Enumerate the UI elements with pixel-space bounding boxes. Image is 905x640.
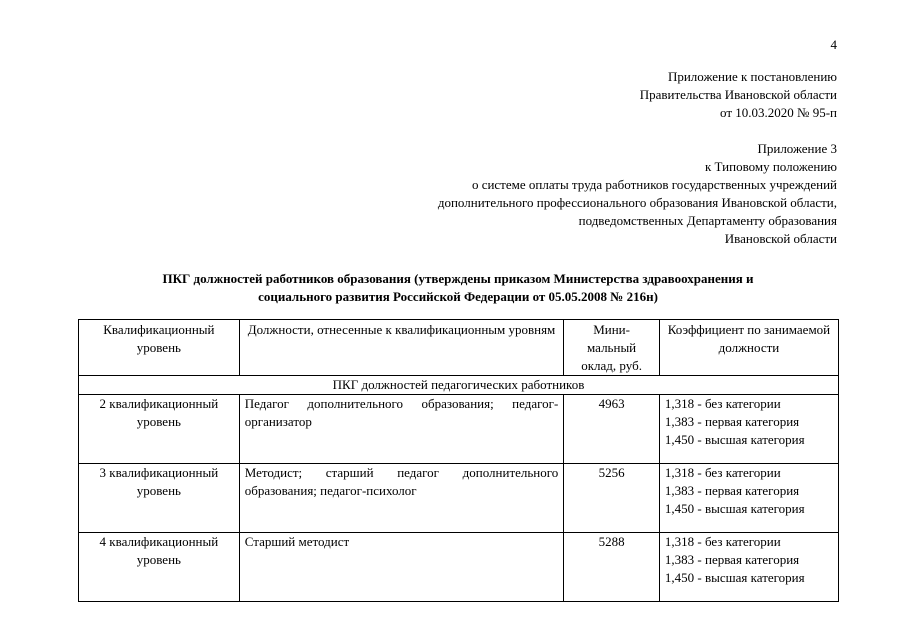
appendix-line: подведомственных Департаменту образования <box>578 213 837 228</box>
document-title <box>78 270 838 306</box>
appendix-line: Приложение 3 <box>757 141 837 156</box>
table-header-row <box>79 320 839 376</box>
coefficient-cell <box>659 464 838 533</box>
appendix-main-header <box>640 68 837 122</box>
level-cell: 2 квалификационный уровень <box>79 395 240 464</box>
header-positions: Должности, отнесенные к квалификационным уровням <box>239 320 564 376</box>
page-number: 4 <box>830 37 837 52</box>
header-salary: Мини- мальный оклад, руб. <box>564 320 660 376</box>
coefficient-line: 1,318 - без категории <box>664 396 781 411</box>
coefficient-line: 1,318 - без категории <box>664 465 781 480</box>
positions-cell: Педагог дополнительного образования; педагог-организатор <box>239 395 564 464</box>
level-cell: 3 квалификационный уровень <box>79 464 240 533</box>
header-level: Квалификационный уровень <box>79 320 240 376</box>
coefficient-line: 1,383 - первая категория <box>664 483 800 498</box>
salary-cell: 5288 <box>564 533 660 602</box>
coefficient-line: 1,383 - первая категория <box>664 552 800 567</box>
section-title: ПКГ должностей педагогических работников <box>79 376 839 395</box>
positions-cell: Методист; старший педагог дополнительного образования; педагог-психолог <box>239 464 564 533</box>
appendix-line: Правительства Ивановской области <box>639 87 837 102</box>
coefficient-line: 1,383 - первая категория <box>664 414 800 429</box>
appendix-line: о системе оплаты труда работников государственных учреждений <box>471 177 837 192</box>
appendix-line: дополнительного профессионального образования Ивановской области, <box>437 195 837 210</box>
coefficient-cell <box>659 533 838 602</box>
coefficient-line: 1,318 - без категории <box>664 534 781 549</box>
table-row <box>79 464 839 533</box>
coefficient-line: 1,450 - высшая категория <box>664 432 805 447</box>
level-cell: 4 квалификационный уровень <box>79 533 240 602</box>
appendix-3-header <box>438 140 837 248</box>
salary-table <box>78 319 839 602</box>
appendix-line: к Типовому положению <box>704 159 837 174</box>
coefficient-line: 1,450 - высшая категория <box>664 501 805 516</box>
positions-cell: Старший методист <box>239 533 564 602</box>
appendix-line: от 10.03.2020 № 95-п <box>720 105 837 120</box>
table-row <box>79 533 839 602</box>
table-section-row <box>79 376 839 395</box>
title-line: ПКГ должностей работников образования (утверждены приказом Министерства здравоохранения и <box>162 271 754 286</box>
coefficient-line: 1,450 - высшая категория <box>664 570 805 585</box>
salary-cell: 5256 <box>564 464 660 533</box>
coefficient-cell <box>659 395 838 464</box>
appendix-line: Приложение к постановлению <box>667 69 837 84</box>
header-coefficient: Коэффициент по занимаемой должности <box>659 320 838 376</box>
title-line: социального развития Российской Федерации от 05.05.2008 № 216н) <box>258 289 658 304</box>
salary-cell: 4963 <box>564 395 660 464</box>
appendix-line: Ивановской области <box>724 231 837 246</box>
table-row <box>79 395 839 464</box>
